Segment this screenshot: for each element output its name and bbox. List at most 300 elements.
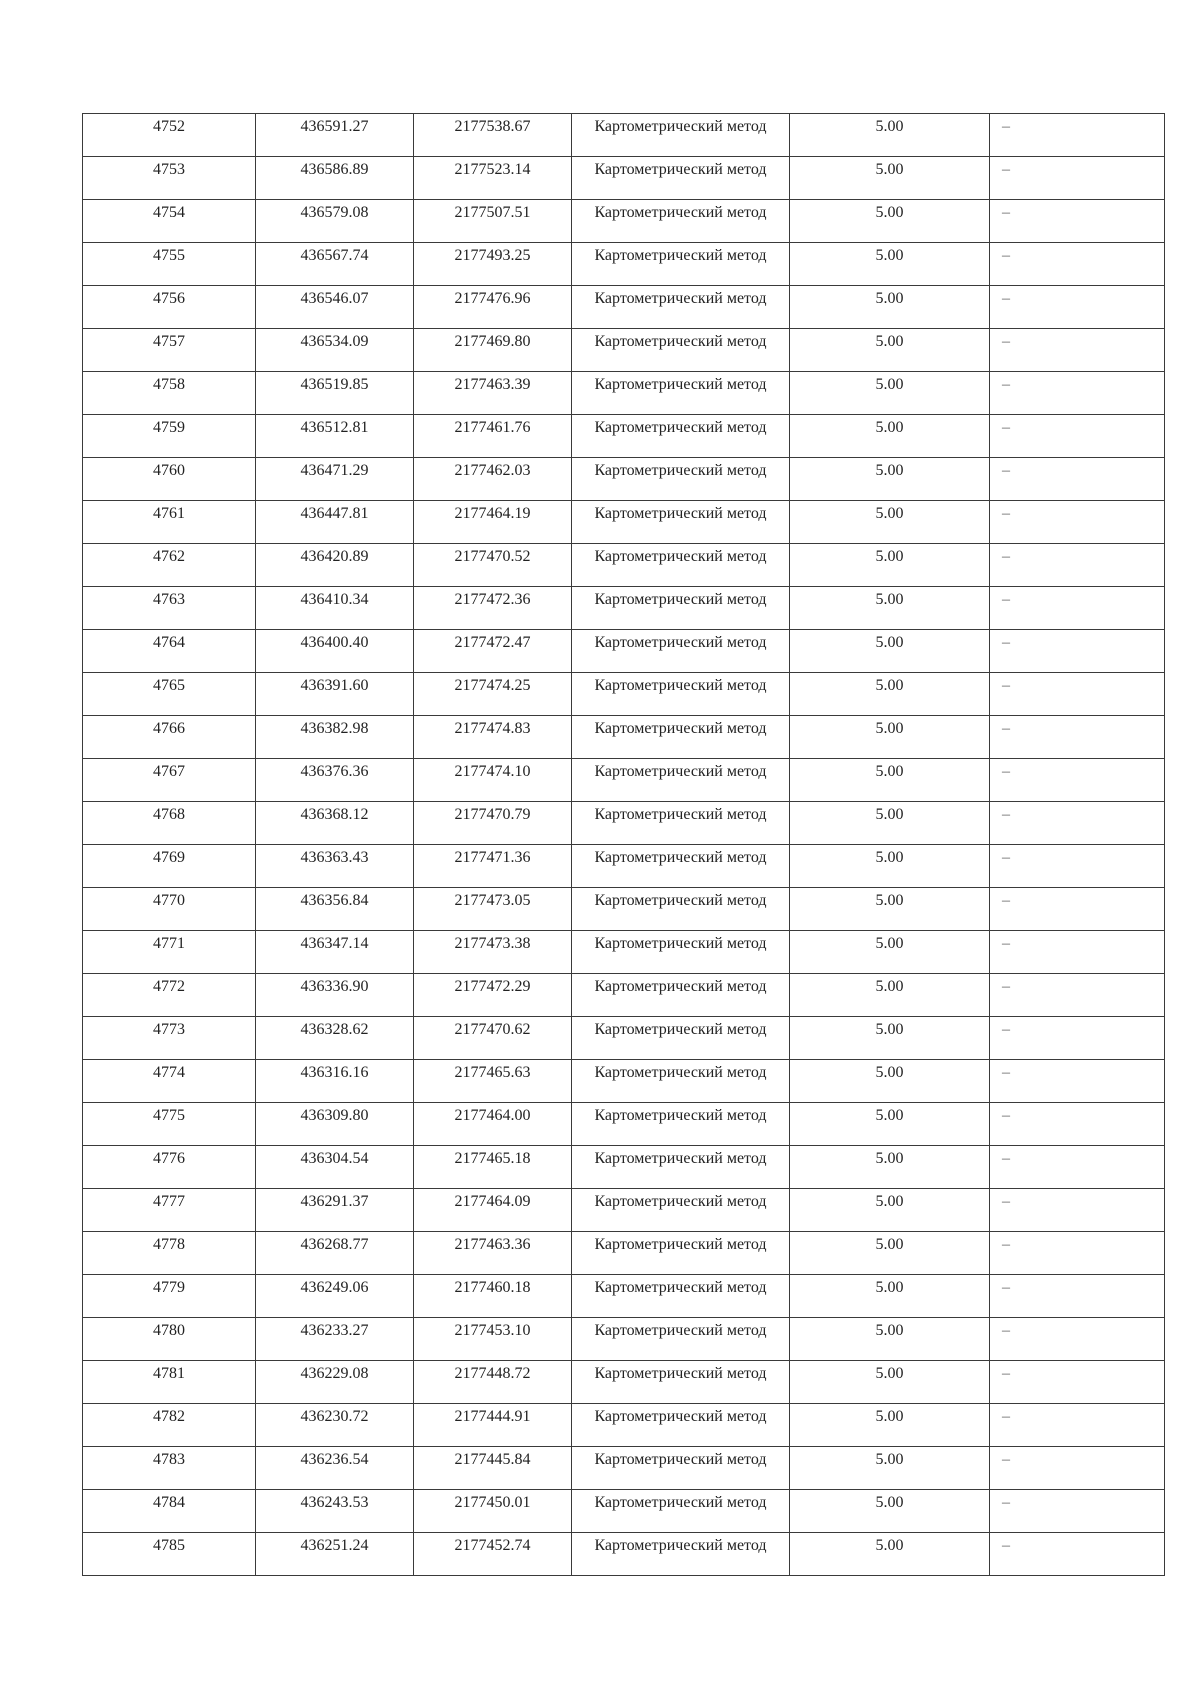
y-coordinate-cell [414,587,572,630]
x-coordinate-cell [256,1146,414,1189]
method-cell-text: Картометрический метод [594,1150,767,1167]
note-cell [990,759,1165,802]
note-cell [990,802,1165,845]
method-cell-text: Картометрический метод [594,419,767,436]
x-coordinate-cell [256,716,414,759]
table-row [83,673,1165,716]
accuracy-cell-text: 5.00 [875,892,904,909]
method-cell-text: Картометрический метод [594,1365,767,1382]
coordinates-table [82,113,1165,1576]
accuracy-cell [790,200,990,243]
accuracy-cell-text: 5.00 [875,505,904,522]
accuracy-cell [790,673,990,716]
accuracy-cell-text: 5.00 [875,333,904,350]
x-coordinate-cell-text: 436309.80 [300,1107,369,1124]
y-coordinate-cell [414,716,572,759]
x-coordinate-cell [256,931,414,974]
note-cell-text: – [1002,677,1010,694]
point-number-cell [83,1533,256,1576]
y-coordinate-cell-text: 2177474.83 [454,720,531,737]
accuracy-cell-text: 5.00 [875,204,904,221]
table-row [83,1103,1165,1146]
note-cell [990,329,1165,372]
point-number-cell-text: 4759 [153,419,185,436]
table-row [83,372,1165,415]
y-coordinate-cell-text: 2177476.96 [454,290,531,307]
note-cell [990,372,1165,415]
accuracy-cell-text: 5.00 [875,376,904,393]
y-coordinate-cell [414,1533,572,1576]
x-coordinate-cell-text: 436586.89 [300,161,369,178]
method-cell [572,329,790,372]
note-cell [990,1404,1165,1447]
note-cell [990,1533,1165,1576]
note-cell [990,243,1165,286]
note-cell [990,974,1165,1017]
point-number-cell-text: 4777 [153,1193,185,1210]
accuracy-cell-text: 5.00 [875,1365,904,1382]
y-coordinate-cell-text: 2177460.18 [454,1279,531,1296]
accuracy-cell [790,1017,990,1060]
point-number-cell [83,1189,256,1232]
method-cell-text: Картометрический метод [594,892,767,909]
x-coordinate-cell-text: 436356.84 [300,892,369,909]
note-cell-text: – [1002,419,1010,436]
method-cell-text: Картометрический метод [594,505,767,522]
x-coordinate-cell-text: 436336.90 [300,978,369,995]
accuracy-cell-text: 5.00 [875,1494,904,1511]
point-number-cell [83,329,256,372]
accuracy-cell-text: 5.00 [875,935,904,952]
table-row [83,415,1165,458]
table-row [83,1146,1165,1189]
point-number-cell [83,157,256,200]
accuracy-cell [790,1533,990,1576]
accuracy-cell-text: 5.00 [875,419,904,436]
accuracy-cell [790,1146,990,1189]
table-row [83,587,1165,630]
table-row [83,286,1165,329]
note-cell [990,458,1165,501]
point-number-cell-text: 4764 [153,634,185,651]
point-number-cell [83,1404,256,1447]
point-number-cell-text: 4772 [153,978,185,995]
point-number-cell [83,114,256,157]
table-row [83,1189,1165,1232]
accuracy-cell [790,587,990,630]
accuracy-cell-text: 5.00 [875,978,904,995]
point-number-cell-text: 4784 [153,1494,185,1511]
note-cell [990,673,1165,716]
method-cell [572,1318,790,1361]
y-coordinate-cell-text: 2177445.84 [454,1451,531,1468]
point-number-cell [83,630,256,673]
table-row [83,501,1165,544]
table-row [83,1275,1165,1318]
method-cell [572,845,790,888]
note-cell-text: – [1002,1408,1010,1425]
x-coordinate-cell-text: 436229.08 [300,1365,369,1382]
y-coordinate-cell-text: 2177461.76 [454,419,531,436]
y-coordinate-cell [414,1189,572,1232]
accuracy-cell [790,329,990,372]
x-coordinate-cell-text: 436546.07 [300,290,369,307]
accuracy-cell-text: 5.00 [875,1279,904,1296]
note-cell-text: – [1002,720,1010,737]
table-row [83,888,1165,931]
note-cell [990,286,1165,329]
x-coordinate-cell [256,415,414,458]
y-coordinate-cell [414,1404,572,1447]
note-cell-text: – [1002,591,1010,608]
point-number-cell-text: 4776 [153,1150,185,1167]
y-coordinate-cell [414,372,572,415]
note-cell [990,1103,1165,1146]
point-number-cell [83,1361,256,1404]
point-number-cell-text: 4778 [153,1236,185,1253]
note-cell-text: – [1002,1451,1010,1468]
y-coordinate-cell-text: 2177472.36 [454,591,531,608]
note-cell-text: – [1002,1150,1010,1167]
point-number-cell [83,845,256,888]
note-cell-text: – [1002,1064,1010,1081]
method-cell [572,802,790,845]
accuracy-cell-text: 5.00 [875,1322,904,1339]
table-row [83,630,1165,673]
point-number-cell [83,1146,256,1189]
note-cell-text: – [1002,161,1010,178]
y-coordinate-cell [414,1146,572,1189]
method-cell-text: Картометрический метод [594,677,767,694]
point-number-cell-text: 4763 [153,591,185,608]
method-cell [572,1146,790,1189]
y-coordinate-cell [414,501,572,544]
table-row [83,759,1165,802]
table-row [83,1232,1165,1275]
note-cell [990,1490,1165,1533]
point-number-cell-text: 4773 [153,1021,185,1038]
note-cell-text: – [1002,1322,1010,1339]
x-coordinate-cell [256,1490,414,1533]
y-coordinate-cell-text: 2177448.72 [454,1365,531,1382]
point-number-cell [83,974,256,1017]
y-coordinate-cell-text: 2177453.10 [454,1322,531,1339]
accuracy-cell [790,1447,990,1490]
x-coordinate-cell [256,458,414,501]
x-coordinate-cell-text: 436447.81 [300,505,369,522]
method-cell [572,974,790,1017]
method-cell-text: Картометрический метод [594,118,767,135]
method-cell-text: Картометрический метод [594,1322,767,1339]
accuracy-cell-text: 5.00 [875,849,904,866]
method-cell [572,716,790,759]
y-coordinate-cell [414,1017,572,1060]
method-cell-text: Картометрический метод [594,849,767,866]
y-coordinate-cell [414,1060,572,1103]
point-number-cell [83,372,256,415]
method-cell-text: Картометрический метод [594,548,767,565]
method-cell-text: Картометрический метод [594,1451,767,1468]
y-coordinate-cell [414,415,572,458]
method-cell [572,1017,790,1060]
table-row [83,157,1165,200]
x-coordinate-cell [256,1404,414,1447]
point-number-cell-text: 4780 [153,1322,185,1339]
note-cell-text: – [1002,978,1010,995]
method-cell [572,931,790,974]
accuracy-cell-text: 5.00 [875,290,904,307]
x-coordinate-cell [256,1103,414,1146]
table-row [83,845,1165,888]
x-coordinate-cell [256,1275,414,1318]
note-cell-text: – [1002,763,1010,780]
y-coordinate-cell-text: 2177507.51 [454,204,531,221]
table-row [83,200,1165,243]
y-coordinate-cell-text: 2177470.79 [454,806,531,823]
x-coordinate-cell [256,544,414,587]
accuracy-cell [790,1189,990,1232]
x-coordinate-cell-text: 436579.08 [300,204,369,221]
point-number-cell [83,1103,256,1146]
accuracy-cell-text: 5.00 [875,1150,904,1167]
y-coordinate-cell [414,544,572,587]
x-coordinate-cell-text: 436236.54 [300,1451,369,1468]
method-cell-text: Картометрический метод [594,247,767,264]
method-cell-text: Картометрический метод [594,1537,767,1554]
x-coordinate-cell-text: 436410.34 [300,591,369,608]
point-number-cell [83,1490,256,1533]
y-coordinate-cell-text: 2177464.00 [454,1107,531,1124]
x-coordinate-cell-text: 436251.24 [300,1537,369,1554]
accuracy-cell [790,630,990,673]
x-coordinate-cell-text: 436233.27 [300,1322,369,1339]
method-cell-text: Картометрический метод [594,1193,767,1210]
x-coordinate-cell-text: 436382.98 [300,720,369,737]
x-coordinate-cell [256,501,414,544]
point-number-cell [83,1060,256,1103]
point-number-cell-text: 4771 [153,935,185,952]
note-cell-text: – [1002,548,1010,565]
point-number-cell [83,1275,256,1318]
table-row [83,1533,1165,1576]
method-cell-text: Картометрический метод [594,1408,767,1425]
note-cell-text: – [1002,1279,1010,1296]
note-cell [990,1447,1165,1490]
point-number-cell-text: 4779 [153,1279,185,1296]
accuracy-cell [790,415,990,458]
note-cell-text: – [1002,1021,1010,1038]
accuracy-cell [790,1318,990,1361]
note-cell-text: – [1002,1107,1010,1124]
note-cell-text: – [1002,1537,1010,1554]
accuracy-cell [790,759,990,802]
y-coordinate-cell [414,200,572,243]
method-cell [572,243,790,286]
x-coordinate-cell [256,630,414,673]
accuracy-cell-text: 5.00 [875,161,904,178]
point-number-cell [83,458,256,501]
method-cell-text: Картометрический метод [594,462,767,479]
method-cell-text: Картометрический метод [594,935,767,952]
note-cell-text: – [1002,247,1010,264]
table-row [83,716,1165,759]
note-cell [990,1146,1165,1189]
y-coordinate-cell-text: 2177463.39 [454,376,531,393]
y-coordinate-cell [414,888,572,931]
accuracy-cell [790,1490,990,1533]
method-cell-text: Картометрический метод [594,204,767,221]
method-cell [572,286,790,329]
point-number-cell-text: 4761 [153,505,185,522]
x-coordinate-cell [256,673,414,716]
note-cell-text: – [1002,1193,1010,1210]
accuracy-cell [790,1404,990,1447]
accuracy-cell-text: 5.00 [875,462,904,479]
method-cell-text: Картометрический метод [594,1107,767,1124]
y-coordinate-cell-text: 2177472.47 [454,634,531,651]
note-cell [990,1318,1165,1361]
note-cell-text: – [1002,806,1010,823]
method-cell [572,888,790,931]
method-cell [572,372,790,415]
accuracy-cell-text: 5.00 [875,118,904,135]
x-coordinate-cell-text: 436519.85 [300,376,369,393]
method-cell [572,630,790,673]
method-cell-text: Картометрический метод [594,1494,767,1511]
point-number-cell-text: 4785 [153,1537,185,1554]
note-cell [990,888,1165,931]
x-coordinate-cell [256,1017,414,1060]
x-coordinate-cell [256,329,414,372]
method-cell-text: Картометрический метод [594,1279,767,1296]
x-coordinate-cell-text: 436420.89 [300,548,369,565]
x-coordinate-cell-text: 436363.43 [300,849,369,866]
y-coordinate-cell [414,1490,572,1533]
y-coordinate-cell [414,1361,572,1404]
x-coordinate-cell [256,157,414,200]
table-row [83,931,1165,974]
method-cell-text: Картометрический метод [594,634,767,651]
point-number-cell-text: 4768 [153,806,185,823]
x-coordinate-cell [256,1318,414,1361]
table-row [83,1060,1165,1103]
y-coordinate-cell-text: 2177474.10 [454,763,531,780]
y-coordinate-cell [414,630,572,673]
note-cell-text: – [1002,1494,1010,1511]
x-coordinate-cell [256,1189,414,1232]
method-cell [572,157,790,200]
point-number-cell-text: 4754 [153,204,185,221]
x-coordinate-cell-text: 436591.27 [300,118,369,135]
accuracy-cell-text: 5.00 [875,1021,904,1038]
method-cell-text: Картометрический метод [594,1236,767,1253]
y-coordinate-cell-text: 2177473.38 [454,935,531,952]
accuracy-cell [790,458,990,501]
y-coordinate-cell [414,286,572,329]
point-number-cell-text: 4782 [153,1408,185,1425]
y-coordinate-cell [414,114,572,157]
y-coordinate-cell [414,802,572,845]
note-cell [990,630,1165,673]
point-number-cell-text: 4783 [153,1451,185,1468]
accuracy-cell [790,544,990,587]
x-coordinate-cell-text: 436243.53 [300,1494,369,1511]
note-cell-text: – [1002,333,1010,350]
method-cell [572,544,790,587]
point-number-cell [83,501,256,544]
table-row [83,1318,1165,1361]
x-coordinate-cell [256,1232,414,1275]
x-coordinate-cell-text: 436291.37 [300,1193,369,1210]
accuracy-cell-text: 5.00 [875,720,904,737]
table-row [83,1404,1165,1447]
x-coordinate-cell [256,759,414,802]
accuracy-cell-text: 5.00 [875,1451,904,1468]
point-number-cell-text: 4767 [153,763,185,780]
point-number-cell [83,1447,256,1490]
x-coordinate-cell [256,286,414,329]
accuracy-cell [790,286,990,329]
x-coordinate-cell-text: 436347.14 [300,935,369,952]
accuracy-cell [790,974,990,1017]
point-number-cell-text: 4755 [153,247,185,264]
table-row [83,458,1165,501]
method-cell-text: Картометрический метод [594,720,767,737]
method-cell-text: Картометрический метод [594,1021,767,1038]
accuracy-cell [790,1275,990,1318]
y-coordinate-cell [414,759,572,802]
method-cell-text: Картометрический метод [594,333,767,350]
y-coordinate-cell-text: 2177452.74 [454,1537,531,1554]
method-cell-text: Картометрический метод [594,1064,767,1081]
note-cell [990,200,1165,243]
y-coordinate-cell [414,458,572,501]
method-cell-text: Картометрический метод [594,376,767,393]
method-cell [572,1060,790,1103]
point-number-cell-text: 4766 [153,720,185,737]
method-cell [572,501,790,544]
accuracy-cell [790,501,990,544]
x-coordinate-cell [256,888,414,931]
y-coordinate-cell [414,1275,572,1318]
x-coordinate-cell [256,1361,414,1404]
point-number-cell-text: 4774 [153,1064,185,1081]
note-cell [990,157,1165,200]
x-coordinate-cell-text: 436567.74 [300,247,369,264]
point-number-cell-text: 4781 [153,1365,185,1382]
note-cell [990,415,1165,458]
accuracy-cell-text: 5.00 [875,1064,904,1081]
note-cell-text: – [1002,118,1010,135]
accuracy-cell-text: 5.00 [875,1236,904,1253]
accuracy-cell [790,888,990,931]
table-row [83,802,1165,845]
accuracy-cell [790,716,990,759]
accuracy-cell-text: 5.00 [875,634,904,651]
note-cell [990,1361,1165,1404]
method-cell-text: Картометрический метод [594,978,767,995]
x-coordinate-cell-text: 436316.16 [300,1064,369,1081]
x-coordinate-cell [256,200,414,243]
note-cell-text: – [1002,634,1010,651]
x-coordinate-cell-text: 436368.12 [300,806,369,823]
table-row [83,544,1165,587]
table-row [83,329,1165,372]
x-coordinate-cell [256,1447,414,1490]
y-coordinate-cell [414,1232,572,1275]
y-coordinate-cell [414,673,572,716]
y-coordinate-cell-text: 2177470.52 [454,548,531,565]
